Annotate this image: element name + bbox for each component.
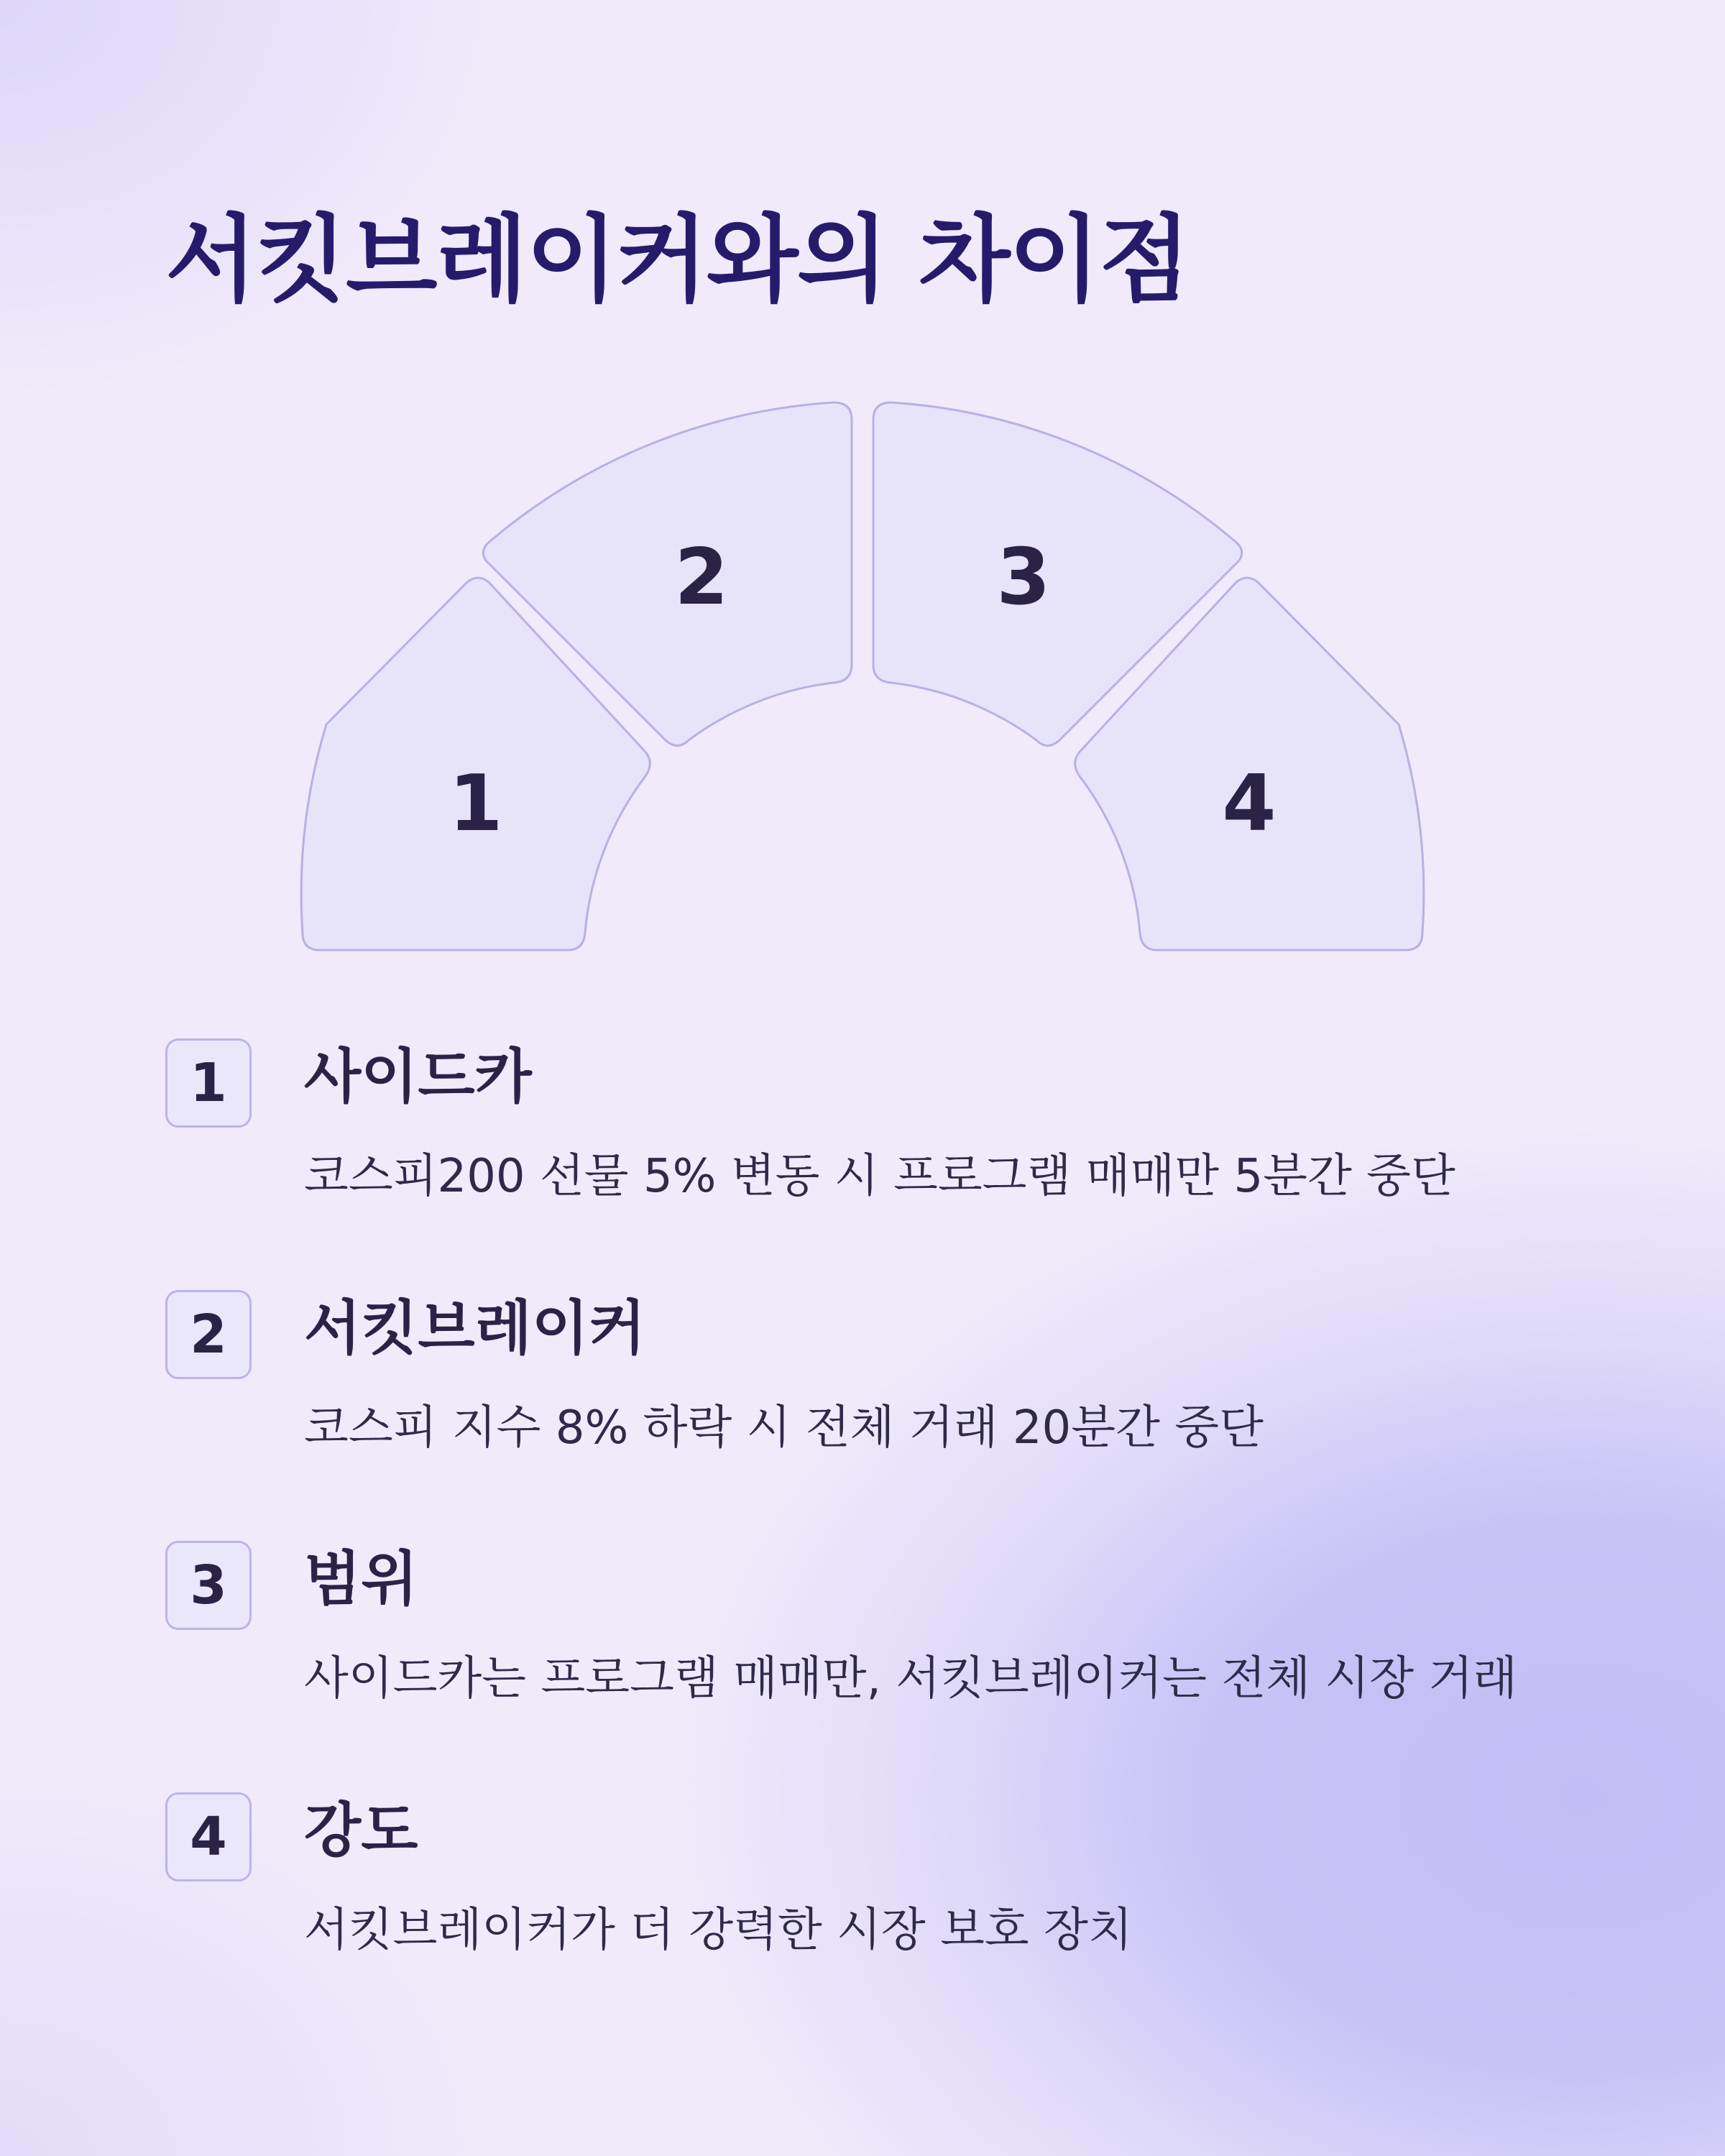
page-title: 서킷브레이커와의 차이점 bbox=[165, 205, 1190, 315]
semicircle-diagram bbox=[0, 0, 1725, 1006]
segment-1-number: 1 bbox=[448, 759, 503, 849]
item-description: 코스피 지수 8% 하락 시 전체 거래 20분간 중단 bbox=[304, 1401, 1264, 1455]
item-description: 사이드카는 프로그램 매매만, 서킷브레이커는 전체 시장 거래 bbox=[304, 1652, 1518, 1705]
item-title: 강도 bbox=[304, 1797, 418, 1865]
number-badge: 3 bbox=[165, 1541, 252, 1630]
segment-4-number: 4 bbox=[1222, 759, 1276, 849]
number-badge: 1 bbox=[165, 1038, 252, 1128]
item-title: 범위 bbox=[304, 1545, 418, 1613]
item-title: 서킷브레이커 bbox=[304, 1294, 646, 1363]
item-description: 코스피200 선물 5% 변동 시 프로그램 매매만 5분간 중단 bbox=[304, 1150, 1455, 1203]
segment-3-number: 3 bbox=[996, 533, 1051, 622]
segment-2-number: 2 bbox=[674, 533, 729, 622]
number-badge: 2 bbox=[165, 1290, 252, 1379]
item-title: 사이드카 bbox=[304, 1043, 532, 1111]
number-badge: 4 bbox=[165, 1792, 252, 1881]
item-description: 서킷브레이커가 더 강력한 시장 보호 장치 bbox=[304, 1904, 1133, 1957]
